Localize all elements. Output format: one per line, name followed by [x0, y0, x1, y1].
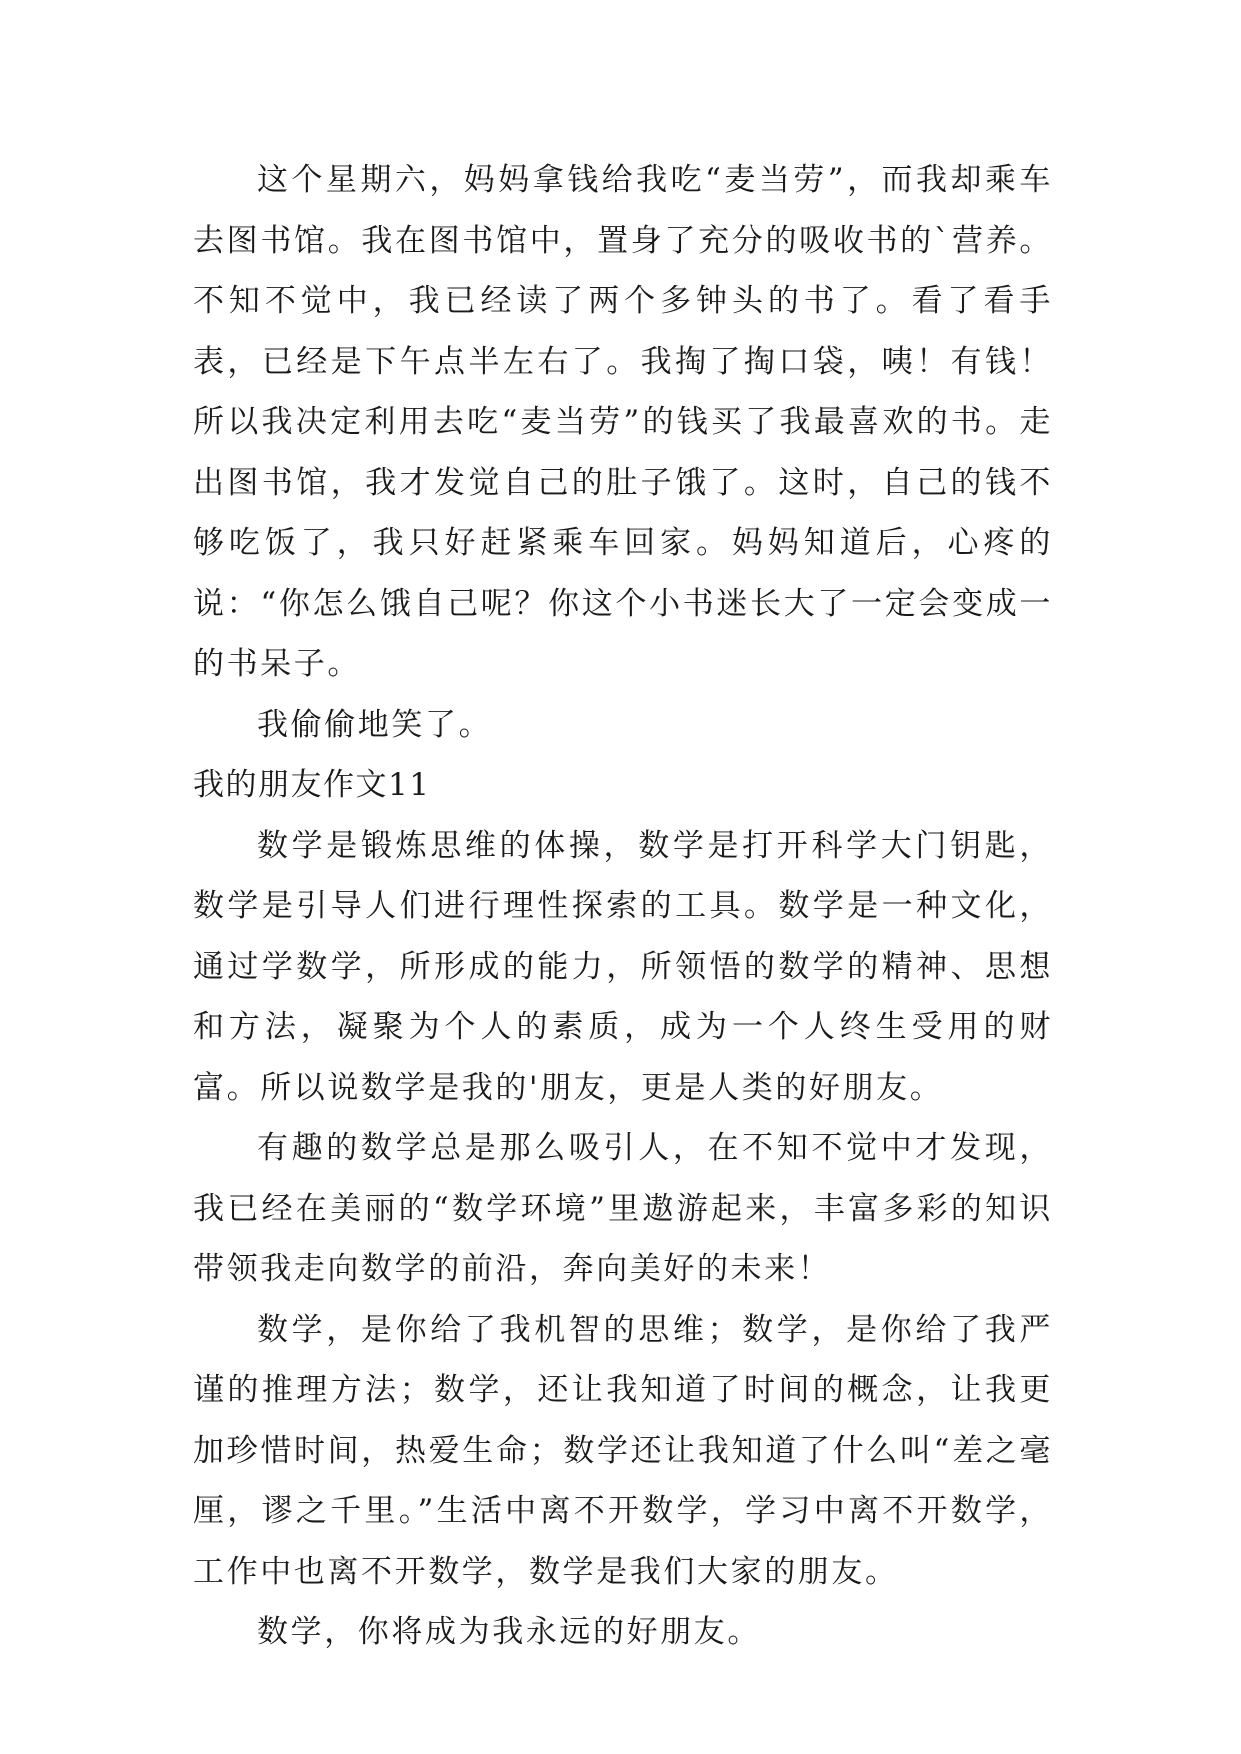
paragraph-smile: 我偷偷地笑了。	[257, 706, 493, 743]
paragraph-math-intro: 数学是锻炼思维的体操，数学是打开科学大门钥匙，数学是引导人们进行理性探索的工具。数学是一种文化，通过学数学，所形成的能力，所领悟的数学的精神、思想和方法，凝聚为个人的素质，成为一个人终生受用的财富。所以说数学是我的'朋友，更是人类的好朋友。	[193, 827, 1053, 1106]
essay-heading: 我的朋友作文11	[193, 767, 431, 803]
paragraph-math-gifts: 数学，是你给了我机智的思维；数学，是你给了我严谨的推理方法；数学，还让我知道了时间的概念，让我更加珍惜时间，热爱生命；数学还让我知道了什么叫“差之毫厘，谬之千里。”生活中离不开数学，学习中离不开数学，工作中也离不开数学，数学是我们大家的朋友。	[193, 1311, 1053, 1590]
document-body	[193, 150, 1053, 1663]
paragraph-math-forever: 数学，你将成为我永远的好朋友。	[257, 1614, 761, 1650]
paragraph-library-story: 这个星期六，妈妈拿钱给我吃“麦当劳”，而我却乘车去图书馆。我在图书馆中，置身了充分的吸收书的`营养。不知不觉中，我已经读了两个多钟头的书了。看了看手表，已经是下午点半左右了。我掏了掏口袋，咦！有钱！所以我决定利用去吃“麦当劳”的钱买了我最喜欢的书。走出图书馆，我才发觉自己的肚子饿了。这时，自己的钱不够吃饭了，我只好赶紧乘车回家。妈妈知道后，心疼的说：“你怎么饿自己呢？你这个小书迷长大了一定会变成一的书呆子。	[193, 162, 1053, 682]
paragraph-math-fun: 有趣的数学总是那么吸引人，在不知不觉中才发现，我已经在美丽的“数学环境”里遨游起来，丰富多彩的知识带领我走向数学的前沿，奔向美好的未来！	[193, 1130, 1053, 1287]
